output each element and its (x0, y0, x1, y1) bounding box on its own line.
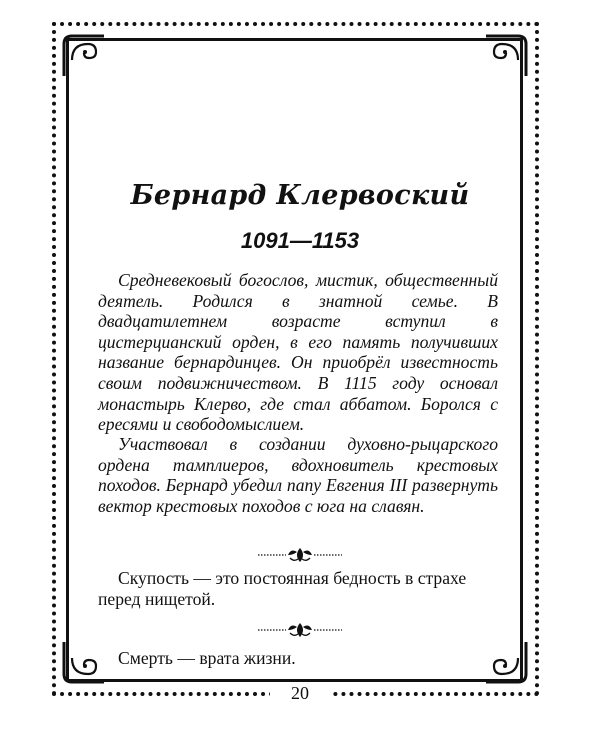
page-number: 20 (270, 683, 330, 704)
life-years: 1091—1153 (240, 228, 360, 253)
floral-divider-ornament-icon (258, 544, 342, 566)
floral-divider-ornament-icon (258, 619, 342, 641)
page-title: Бернард Клервоский (130, 180, 470, 211)
quote-text: Смерть — врата жизни. (118, 648, 296, 668)
biography-paragraph: Участвовал в создании духовно-рыцарского ордена тамплиеров, вдохновитель крестовых походов. Бернард убедил папу Евгения III развернуть вектор крестовых походов с юга на славян. (98, 434, 498, 516)
scroll-corner-ornament-icon (58, 30, 110, 82)
biography-paragraph: Средневековый богослов, мистик, общественный деятель. Родился в знатной семье. В двадцатилетнем возрасте вступил в цистерцианский орден, в его память получивших название бернардинцев. Он приобрёл известность своим подвижничеством. В 1115 году основал монастырь Клерво, где стал аббатом. Боролся с ересями и свободомыслием. (98, 270, 498, 435)
quote-text: Скупость — это постоянная бедность в страхе перед нищетой. (98, 568, 467, 609)
scroll-corner-ornament-icon (480, 30, 532, 82)
